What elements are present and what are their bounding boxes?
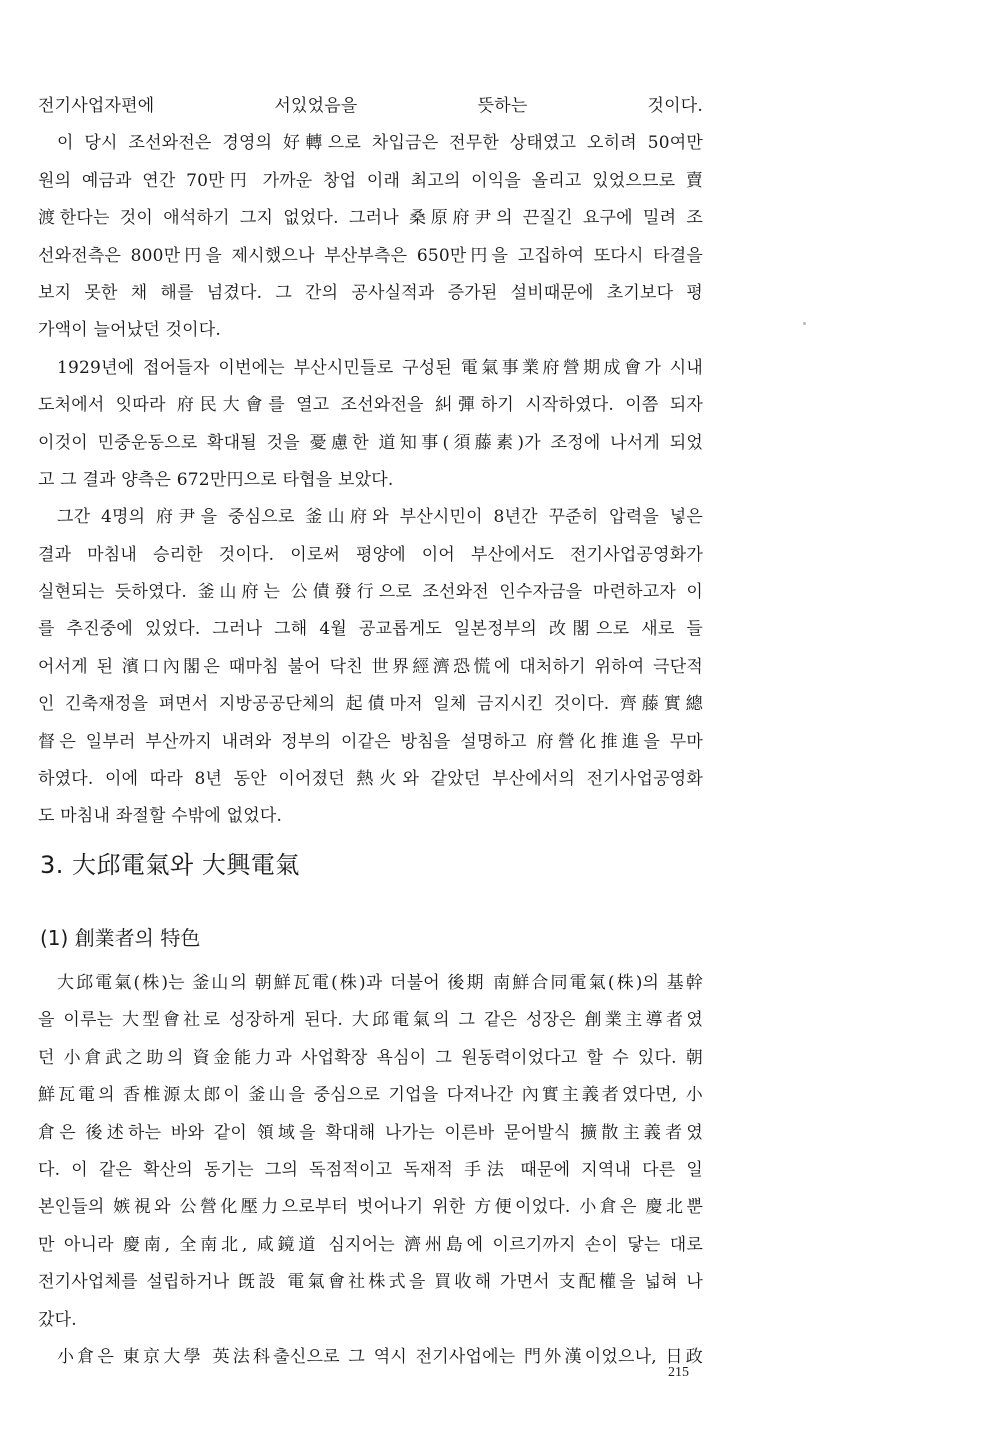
text-line: 어서게 된 濱口內閣은 때마침 불어 닥친 世界經濟恐慌에 대처하기 위하여 극단적 xyxy=(38,656,703,677)
text-line: 결과 마침내 승리한 것이다. 이로써 평양에 이어 부산에서도 전기사업공영화가 xyxy=(38,544,703,565)
text-line: 이것이 민중운동으로 확대될 것을 憂慮한 道知事(須藤素)가 조정에 나서게 되었 xyxy=(38,432,703,453)
text-line: 선와전측은 800만円을 제시했으나 부산부측은 650만円을 고집하여 또다시 타결을 xyxy=(38,245,703,266)
text-line: 갔다. xyxy=(38,1309,77,1330)
text-line: 倉은 後述하는 바와 같이 領域을 확대해 나가는 이른바 문어발식 擴散主義者였 xyxy=(38,1122,703,1143)
text-line: 을 이루는 大型會社로 성장하게 된다. 大邱電氣의 그 같은 성장은 創業主導者였 xyxy=(38,1010,703,1031)
text-line: 그간 4명의 府尹을 중심으로 釜山府와 부산시민이 8년간 꾸준히 압력을 넣은 xyxy=(57,507,703,528)
text-line: 고 그 결과 양측은 672만円으로 타협을 보았다. xyxy=(38,469,394,490)
text-line: 1929년에 접어들자 이번에는 부산시민들로 구성된 電氣事業府營期成會가 시내 xyxy=(57,357,703,378)
text-line: 인 긴축재정을 펴면서 지방공공단체의 起債마저 일체 금지시킨 것이다. 齊藤實總 xyxy=(38,694,703,715)
text-line: 실현되는 듯하였다. 釜山府는 公債發行으로 조선와전 인수자금을 마련하고자 이 xyxy=(38,582,703,603)
text-line: 만 아니라 慶南, 全南北, 咸鏡道 심지어는 濟州島에 이르기까지 손이 닿는 대로 xyxy=(38,1234,703,1255)
scan-speck xyxy=(803,322,806,325)
text-line: 보지 못한 채 해를 넘겼다. 그 간의 공사실적과 증가된 설비때문에 초기보다 평 xyxy=(38,282,703,303)
section-heading: 3. 大邱電氣와 大興電氣 xyxy=(40,851,300,879)
text-line: 본인들의 嫉視와 公營化壓力으로부터 벗어나기 위한 方便이었다. 小倉은 慶北뿐 xyxy=(38,1197,703,1218)
body-text-block-1 xyxy=(38,88,703,836)
text-line: 전기사업체를 설립하거나 旣設 電氣會社株式을 買收해 가면서 支配權을 넓혀 나 xyxy=(38,1272,703,1293)
text-line: 督은 일부러 부산까지 내려와 정부의 이같은 방침을 설명하고 府營化推進을 무마 xyxy=(38,731,703,752)
text-line: 鮮瓦電의 香椎源太郎이 釜山을 중심으로 기업을 다져나간 內實主義者였다면, 小 xyxy=(38,1085,703,1106)
text-line: 하였다. 이에 따라 8년 동안 이어졌던 熱火와 같았던 부산에서의 전기사업공영화 xyxy=(38,769,703,790)
text-line: 를 추진중에 있었다. 그러나 그해 4월 공교롭게도 일본정부의 改閣으로 새로 들 xyxy=(38,619,703,640)
text-line: 도 마침내 좌절할 수밖에 없었다. xyxy=(38,806,283,827)
body-text-block-2 xyxy=(38,965,703,1376)
text-line: 다. 이 같은 확산의 동기는 그의 독점적이고 독재적 手法 때문에 지역내 다른 일 xyxy=(38,1159,703,1180)
text-line: 가액이 늘어났던 것이다. xyxy=(38,320,222,341)
text-line: 渡한다는 것이 애석하기 그지 없었다. 그러나 桑原府尹의 끈질긴 요구에 밀려 조 xyxy=(38,208,703,229)
text-line: 이 당시 조선와전은 경영의 好轉으로 차입금은 전무한 상태였고 오히려 50여만 xyxy=(57,133,703,154)
text-line: 도처에서 잇따라 府民大會를 열고 조선와전을 糾彈하기 시작하였다. 이쯤 되자 xyxy=(38,395,703,416)
text-line: 던 小倉武之助의 資金能力과 사업확장 욕심이 그 원동력이었다고 할 수 있다. 朝 xyxy=(38,1047,703,1068)
subsection-heading: (1) 創業者의 特色 xyxy=(40,926,201,950)
text-line: 小倉은 東京大學 英法科출신으로 그 역시 전기사업에는 門外漢이었으나, 日政 xyxy=(57,1346,703,1367)
page-number: 215 xyxy=(668,1365,689,1380)
text-line: 大邱電氣(株)는 釜山의 朝鮮瓦電(株)과 더불어 後期 南鮮合同電氣(株)의 基幹 xyxy=(57,973,703,993)
text-line: 전기사업자편에 서있었음을 뜻하는 것이다. xyxy=(38,96,703,116)
text-line: 원의 예금과 연간 70만円 가까운 창업 이래 최고의 이익을 올리고 있었으므로 賣 xyxy=(38,170,703,191)
